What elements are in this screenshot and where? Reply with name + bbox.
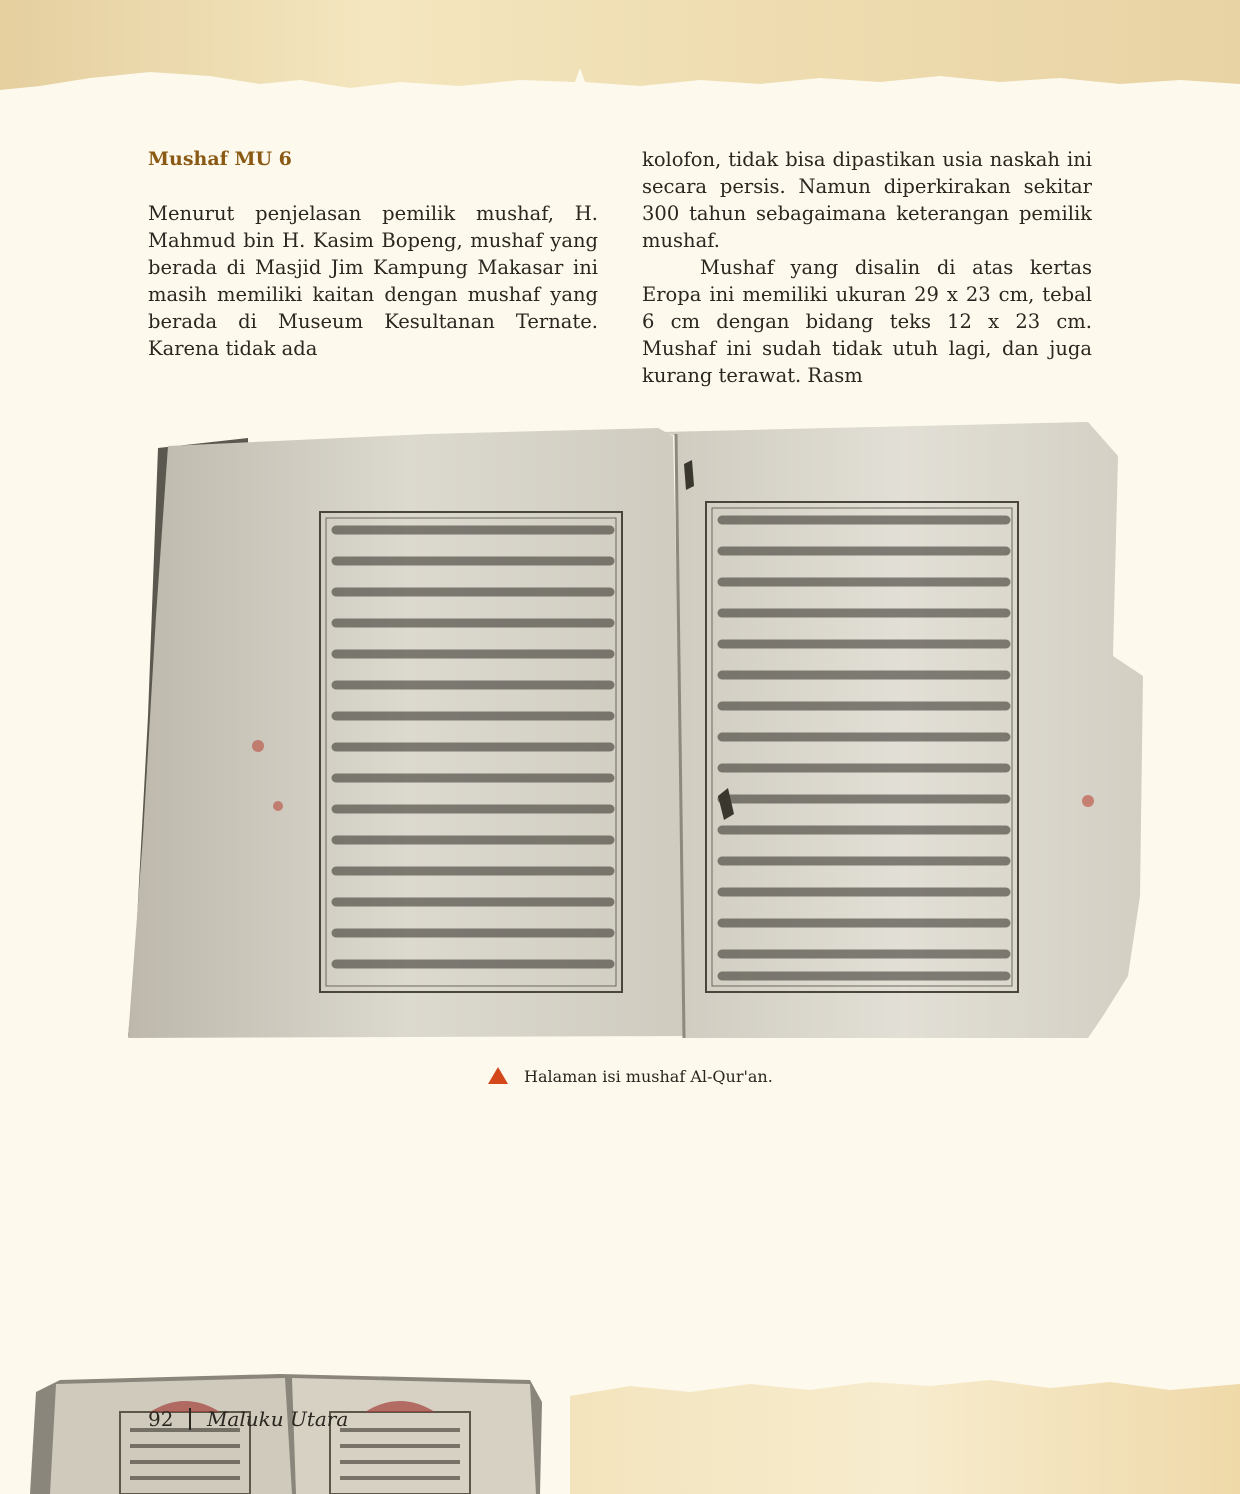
torn-edge-bottom (570, 1376, 1240, 1406)
caption-triangle-icon (488, 1067, 508, 1084)
manuscript-photo (128, 416, 1148, 1041)
footer-separator (189, 1408, 191, 1430)
paragraph-right-2: Mushaf yang disalin di atas kertas Eropa ini memiliki ukuran 29 x 23 cm, tebal 6 cm dengan bidang teks 12 x 23 cm. Mushaf ini sudah tidak utuh lagi, dan juga kurang terawat. Rasm (642, 256, 1092, 387)
paragraph-left: Menurut penjelasan pemilik mushaf, H. Mahmud bin H. Kasim Bopeng, mushaf yang berada di Masjid Jim Kampung Makasar ini masih memiliki kaitan dengan mushaf yang berada di Museum Kesultanan Ternate. Karena tidak ada (148, 202, 598, 360)
page-number: 92 (148, 1407, 174, 1431)
top-torn-paper-band (0, 0, 1240, 110)
torn-edge-top (0, 60, 1240, 110)
text-column-left (148, 146, 598, 362)
page-footer (148, 1404, 348, 1434)
caption-text: Halaman isi mushaf Al-Qur'an. (524, 1067, 773, 1086)
calligraphy-lines-left (336, 530, 610, 964)
bottom-torn-paper-band (570, 1376, 1240, 1494)
right-page (663, 422, 1143, 1038)
figure-caption (488, 1066, 773, 1088)
text-column-right (642, 146, 1092, 389)
book-title: Maluku Utara (206, 1407, 349, 1431)
paragraph-right-1: kolofon, tidak bisa dipastikan usia naskah ini secara persis. Namun diperkirakan sekitar 300 tahun sebagaimana keterangan pemilik mushaf. (642, 148, 1092, 252)
left-page (128, 428, 688, 1038)
section-heading: Mushaf MU 6 (148, 148, 292, 170)
